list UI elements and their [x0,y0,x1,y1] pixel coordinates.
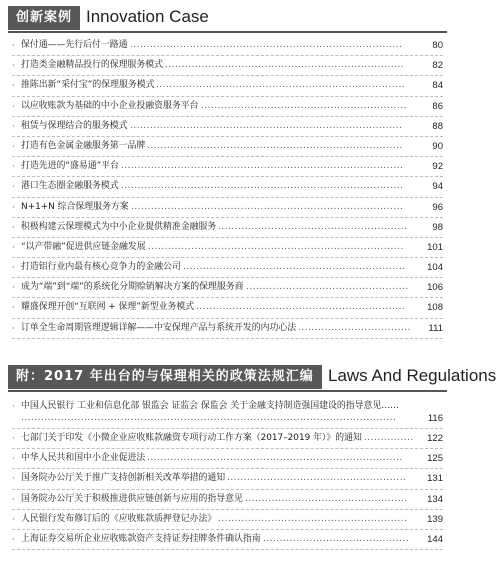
leader-dots: .................................. [298,322,411,333]
toc-entry[interactable] [12,490,443,510]
toc-entry[interactable] [12,258,443,278]
leader-dots: ........................................................................... [156,80,406,91]
toc-entry[interactable] [12,429,443,449]
bullet-icon: · [12,242,15,252]
toc-entry-title: 七部门关于印发《小微企业应收账款融资专项行动工作方案（2017–2019 年）》的通知 [21,433,362,443]
section-tag: 创新案例 [8,6,80,30]
toc-entry-page: 108 [427,302,443,314]
leader-dots: ..................................................................................... [121,181,404,192]
bullet-icon: · [12,263,15,273]
toc-entry[interactable] [12,177,443,197]
leader-dots: ............... [364,433,414,443]
toc-list [0,397,455,550]
toc-entry[interactable] [12,218,443,238]
bullet-icon: · [12,101,15,111]
header-rule [8,31,447,33]
toc-entry-page: 80 [432,40,443,51]
leader-dots: .................................................................................. [130,120,403,131]
toc-entry[interactable] [12,449,443,469]
toc-entry-title: 中国人民银行 工业和信息化部 银监会 证监会 保监会 关于金融支持制造强国建设的指导意见…… [21,401,399,411]
leader-dots: ............................................ [263,533,410,544]
leader-dots: .............................................................. [201,100,407,111]
toc-entry-page: 116 [427,413,443,424]
leader-dots: ................................................................... [183,262,406,273]
toc-entry-page: 122 [427,433,443,444]
laws-regulations-section [0,363,496,550]
toc-entry-title: 打造铝行业内最有核心竞争力的金融公司 [21,262,181,273]
bullet-icon: · [12,162,15,172]
toc-entry[interactable] [12,76,443,96]
toc-entry-title: 打造类金融精品投行的保理服务模式 [21,60,163,71]
toc-entry[interactable] [12,298,443,318]
toc-entry-title: 打造先进的“盛易通”平台 [21,161,119,172]
section-tag: 附：2017 年出台的与保理相关的政策法规汇编 [8,365,322,389]
toc-entry-title: 打造有色金属金融服务第一品牌 [21,140,146,151]
toc-entry-title: 积极构建云保理模式为中小企业提供精准金融服务 [21,221,217,232]
toc-entry-title: 推陈出新“采付宝”的保理服务模式 [21,80,155,91]
toc-entry-title: 中华人民共和国中小企业促进法 [21,453,146,464]
section-header [0,4,455,32]
toc-entry-page: 106 [427,282,443,294]
toc-entry-page: 139 [427,513,443,525]
bullet-icon: · [12,121,15,131]
toc-entry[interactable] [12,117,443,137]
bullet-icon: · [12,283,15,293]
toc-entry-page: 88 [432,120,443,132]
toc-entry-title: 以应收账款为基础的中小企业投融资服务平台 [21,100,199,111]
bullet-icon: · [12,323,15,333]
leader-dots: ............................................................................. [148,241,404,252]
leader-dots: ......................................................... [218,221,408,232]
toc-entry-title: “以产带融”促进供应链金融发展 [21,241,146,252]
bullet-icon: · [12,534,15,544]
toc-entry-title: 订单全生命周期管理逻辑详解——中安保理产品与系统开发的内功心法 [21,322,297,333]
bullet-icon: · [12,61,15,71]
leader-dots: ........................................................................ [165,60,405,71]
header-rule [8,390,447,392]
bullet-icon: · [12,514,15,524]
toc-entry-page: 104 [427,262,443,274]
toc-entry[interactable] [12,137,443,157]
leader-dots: ................................................. [246,282,409,293]
toc-entry-page: 144 [427,533,443,545]
toc-entry-page: 86 [432,100,443,112]
toc-entry-title: 耀盛保理开创“互联网 + 保理”新型业务模式 [21,302,195,313]
toc-entry[interactable] [12,36,443,56]
toc-entry[interactable] [12,238,443,258]
toc-entry-page: 84 [432,80,443,92]
bullet-icon: · [12,202,15,212]
toc-entry-title: 国务院办公厅关于积极推进供应链创新与应用的指导意见 [21,493,243,504]
leader-dots: ............................................................................. [147,453,403,464]
toc-entry[interactable] [12,319,443,339]
leader-dots: ................................................. [245,493,408,504]
bullet-icon: · [12,434,15,443]
toc-entry[interactable] [12,157,443,177]
innovation-case-section [0,4,455,339]
toc-entry[interactable] [12,198,443,218]
bullet-icon: · [12,141,15,151]
section-title-en: Laws And Regulations [328,366,496,385]
toc-entry[interactable] [12,510,443,530]
leader-dots: ............................................................................. [147,140,403,151]
toc-entry-page: 125 [427,453,443,465]
section-title-en: Innovation Case [86,7,209,26]
toc-list [0,36,455,339]
leader-dots: .................................................................................. [131,201,404,212]
toc-entry-page: 98 [432,221,443,233]
toc-entry[interactable] [12,530,443,550]
toc-entry-page: 82 [432,60,443,72]
bullet-icon: · [12,222,15,232]
toc-entry-title: 上海证券交易所企业应收账款资产支持证券挂牌条件确认指南 [21,533,261,544]
bullet-icon: · [12,454,15,464]
leader-dots: ...................................................... [227,473,407,484]
bullet-icon: · [12,402,15,411]
toc-entry[interactable] [12,278,443,298]
toc-entry-title: 租赁与保理结合的服务模式 [21,120,128,131]
toc-entry[interactable] [12,469,443,489]
leader-dots: ............................................................... [196,302,406,313]
toc-entry[interactable] [12,97,443,117]
toc-entry-page: 94 [432,181,443,193]
toc-entry[interactable] [12,397,443,429]
toc-entry-page: 111 [428,322,443,334]
toc-entry-title: 国务院办公厅关于推广支持创新相关改革举措的通知 [21,473,226,484]
leader-dots: ..................................................................................... [121,161,404,172]
bullet-icon: · [12,41,15,50]
toc-entry-title: 保付通——先行后付一路通 [21,40,128,50]
toc-entry-page: 90 [432,140,443,152]
toc-entry-title: 成为“端”到“端”的系统化分期赊销解决方案的保理服务商 [21,282,244,293]
toc-entry-page: 92 [432,161,443,173]
toc-entry-page: 96 [432,201,443,213]
toc-entry[interactable] [12,56,443,76]
toc-entry-title: N+1+N 综合保理服务方案 [21,201,129,212]
bullet-icon: · [12,303,15,313]
bullet-icon: · [12,81,15,91]
section-header [0,363,496,391]
toc-entry-title: 港口生态圈金融服务模式 [21,181,119,192]
toc-entry-page: 131 [427,473,443,485]
toc-entry-page: 101 [427,241,443,253]
bullet-icon: · [12,474,15,484]
bullet-icon: · [12,182,15,192]
leader-dots: ......................................................... [218,513,408,524]
leader-dots: ................................................................................................................. [21,413,397,423]
leader-dots: .................................................................................. [130,40,403,50]
bullet-icon: · [12,494,15,504]
toc-entry-title: 人民银行发布修订后的《应收账款质押登记办法》 [21,513,217,524]
toc-entry-page: 134 [427,493,443,505]
